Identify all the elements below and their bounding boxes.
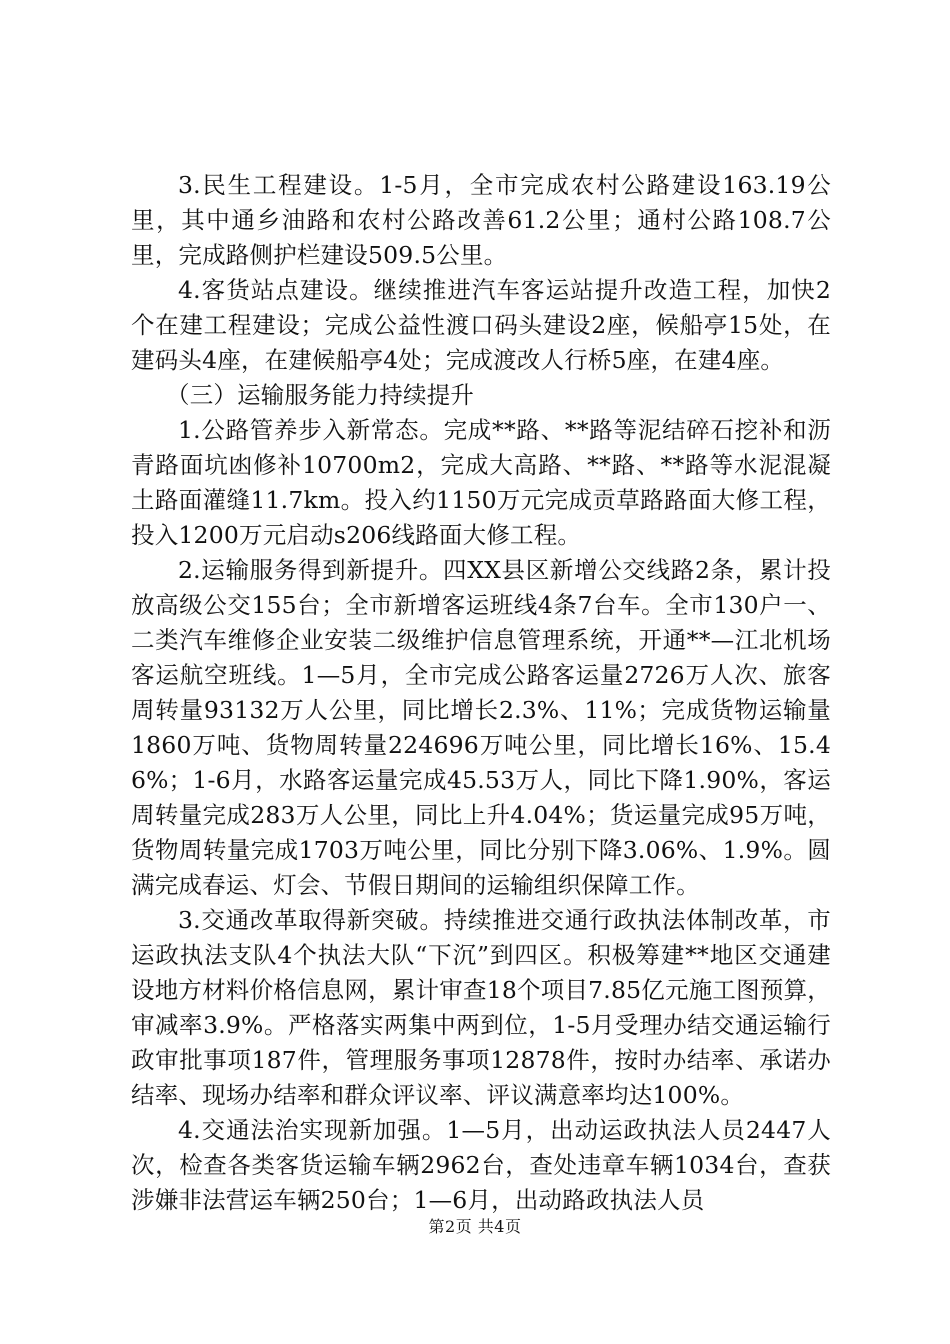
paragraph-transport-law: 4.交通法治实现新加强。1—5月，出动运政执法人员2447人次，检查各类客货运输车辆2962台，查处违章车辆1034台，查获涉嫌非法营运车辆250台；1—6月，出动路政执法人员 xyxy=(131,1116,831,1214)
document-body xyxy=(131,168,831,1218)
paragraph-passenger-freight-stations: 4.客货站点建设。继续推进汽车客运站提升改造工程，加快2个在建工程建设；完成公益性渡口码头建设2座，候船亭15处，在建码头4座，在建候船亭4处；完成渡改人行桥5座，在建4座。 xyxy=(131,276,831,374)
paragraph-livelihood-projects: 3.民生工程建设。1-5月，全市完成农村公路建设163.19公里，其中通乡油路和农村公路改善61.2公里；通村公路108.7公里，完成路侧护栏建设509.5公里。 xyxy=(131,171,831,269)
paragraph-road-maintenance: 1.公路管养步入新常态。完成**路、**路等泥结碎石挖补和沥青路面坑凼修补10700m2，完成大高路、**路、**路等水泥混凝土路面灌缝11.7km。投入约1150万元完成贡草路路面大修工程，投入1200万元启动s206线路面大修工程。 xyxy=(131,416,831,549)
paragraph-transport-reform: 3.交通改革取得新突破。持续推进交通行政执法体制改革，市运政执法支队4个执法大队“下沉”到四区。积极筹建**地区交通建设地方材料价格信息网，累计审查18个项目7.85亿元施工图预算，审减率3.9%。严格落实两集中两到位，1-5月受理办结交通运输行政审批事项187件，管理服务事项12878件，按时办结率、承诺办结率、现场办结率和群众评议率、评议满意率均达100%。 xyxy=(131,906,831,1109)
section-heading: （三）运输服务能力持续提升 xyxy=(166,381,475,409)
page-number-footer: 第2页 共4页 xyxy=(428,1217,522,1236)
paragraph-transport-service: 2.运输服务得到新提升。四XX县区新增公交线路2条，累计投放高级公交155台；全市新增客运班线4条7台车。全市130户一、二类汽车维修企业安装二级维护信息管理系统，开通**—江北机场客运航空班线。1—5月，全市完成公路客运量2726万人次、旅客周转量93132万人公里，同比增长2.3%、11%；完成货物运输量1860万吨、货物周转量224696万吨公里，同比增长16%、15.46%；1-6月，水路客运量完成45.53万人，同比下降1.90%，客运周转量完成283万人公里，同比上升4.04%；货运量完成95万吨，货物周转量完成1703万吨公里，同比分别下降3.06%、1.9%。圆满完成春运、灯会、节假日期间的运输组织保障工作。 xyxy=(131,556,831,899)
